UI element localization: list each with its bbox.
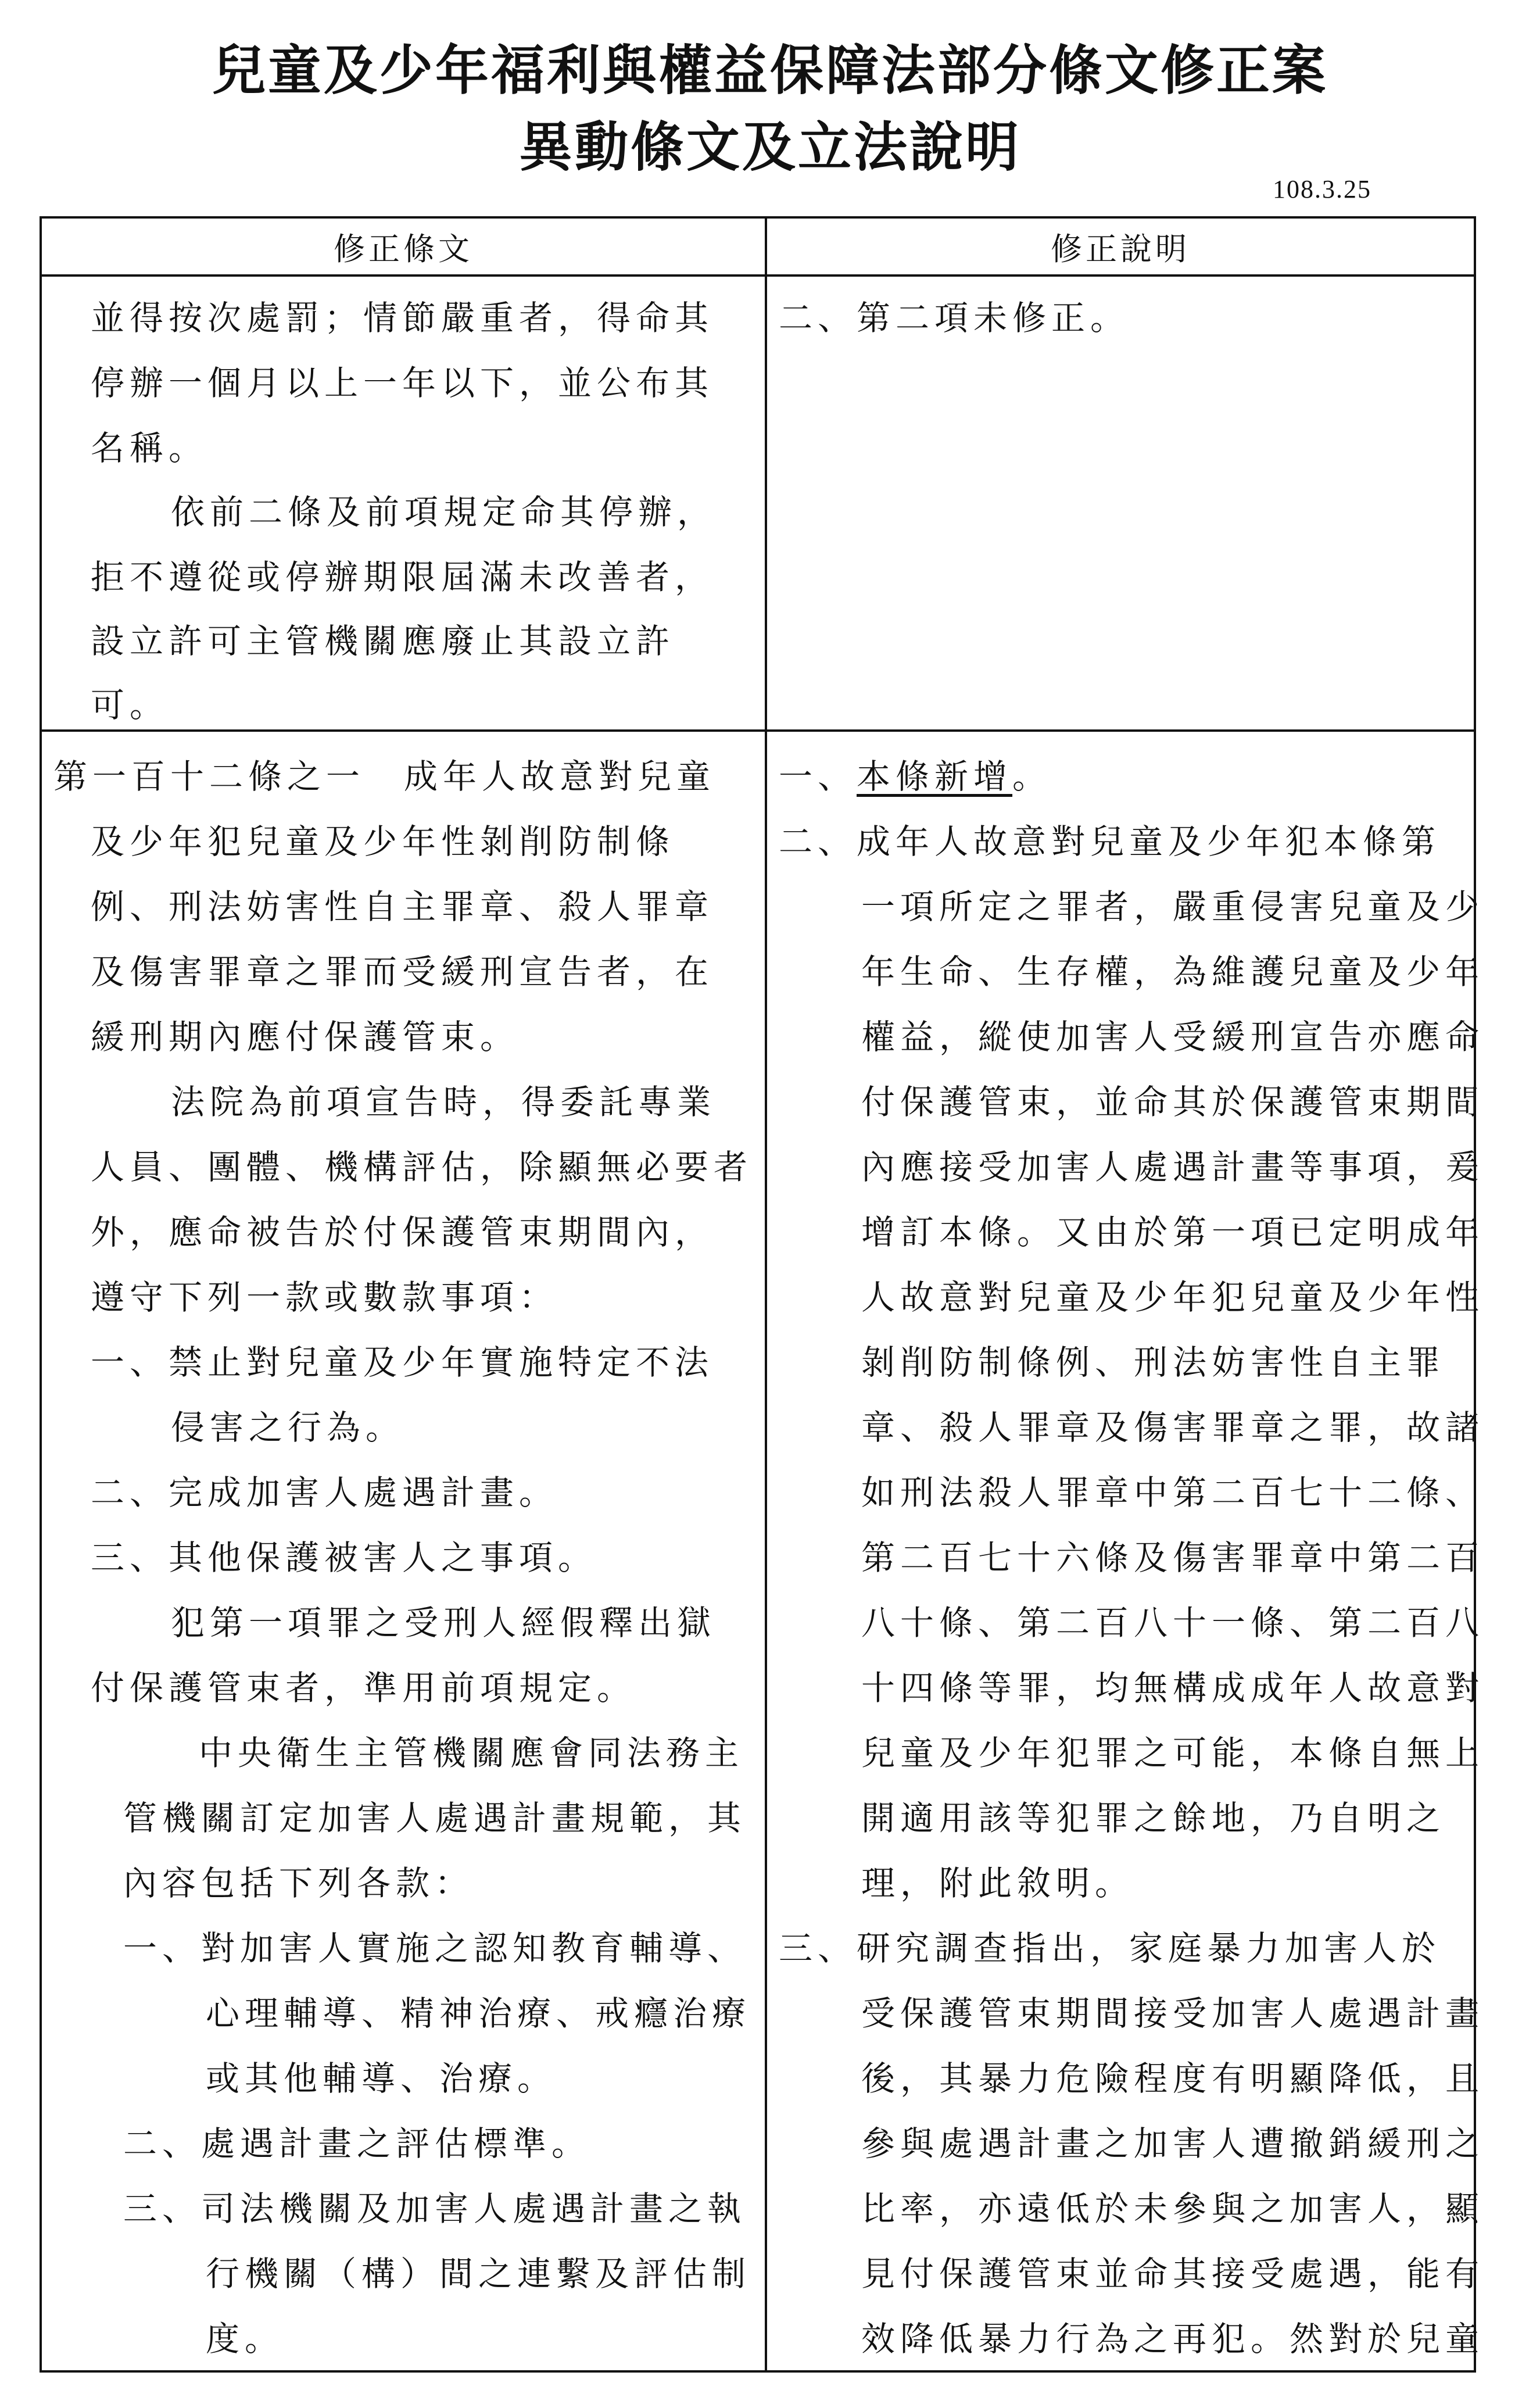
text-line: 八十條、第二百八十一條、第二百八 — [861, 1603, 1485, 1643]
text-line: 二、成年人故意對兒童及少年犯本條第 — [779, 822, 1441, 861]
text-line: 及傷害罪章之罪而受緩刑宣告者，在 — [91, 952, 714, 992]
table-row — [41, 731, 1475, 2371]
col-header-amended-text: 修正條文 — [41, 217, 766, 276]
text-line: 緩刑期內應付保護管束。 — [91, 1017, 520, 1057]
text-line: 拒不遵從或停辦期限屆滿未改善者， — [91, 557, 714, 597]
text-line: 犯第一項罪之受刑人經假釋出獄 — [171, 1603, 717, 1643]
text-line: 例、刑法妨害性自主罪章、殺人罪章 — [91, 887, 714, 926]
text-line: 剝削防制條例、刑法妨害性自主罪 — [861, 1343, 1446, 1382]
text-line: 增訂本條。又由於第一項已定明成年 — [861, 1212, 1485, 1252]
text-line: 年生命、生存權，為維護兒童及少年 — [861, 952, 1485, 992]
text-line: 第二百七十六條及傷害罪章中第二百 — [861, 1538, 1485, 1577]
item-suffix: 。 — [1012, 757, 1052, 796]
underlined-new-article: 本條新增 — [857, 757, 1013, 796]
text-line: 三、司法機關及加害人處遇計畫之執 — [123, 2189, 747, 2228]
text-line: 依前二條及前項規定命其停辦， — [171, 492, 717, 532]
text-line: 侵害之行為。 — [171, 1408, 405, 1447]
row1-amended-text — [41, 276, 766, 731]
text-line: 開適用該等犯罪之餘地，乃自明之 — [861, 1798, 1446, 1838]
row2-explanation — [766, 731, 1485, 2371]
item-prefix: 一、 — [779, 757, 857, 796]
text-line: 行機關（構）間之連繫及評估制 — [206, 2254, 751, 2294]
text-line: 參與處遇計畫之加害人遭撤銷緩刑之 — [861, 2124, 1485, 2163]
text-line: 中央衛生主管機關應會同法務主 — [199, 1733, 744, 1773]
text-line: 法院為前項宣告時，得委託專業 — [171, 1082, 717, 1122]
text-line: 一項所定之罪者，嚴重侵害兒童及少 — [861, 887, 1485, 926]
text-line: 二、處遇計畫之評估標準。 — [123, 2124, 591, 2163]
text-line: 設立許可主管機關應廢止其設立許 — [91, 621, 675, 661]
text-line: 管機關訂定加害人處遇計畫規範，其 — [123, 1798, 747, 1838]
text-line: 一、對加害人實施之認知教育輔導、 — [123, 1929, 747, 1968]
text-line: 及少年犯兒童及少年性剝削防制條 — [91, 822, 675, 861]
text-line: 第一百十二條之一 成年人故意對兒童 — [53, 757, 716, 796]
text-line: 內應接受加害人處遇計畫等事項，爰 — [861, 1147, 1485, 1187]
text-line: 付保護管束，並命其於保護管束期間 — [861, 1082, 1485, 1122]
text-line: 權益，縱使加害人受緩刑宣告亦應命 — [861, 1017, 1485, 1057]
text-line: 一、禁止對兒童及少年實施特定不法 — [91, 1343, 714, 1382]
text-line: 理，附此敘明。 — [861, 1863, 1134, 1903]
text-line: 內容包括下列各款： — [123, 1863, 474, 1903]
text-line: 二、完成加害人處遇計畫。 — [91, 1473, 558, 1512]
amendment-table — [40, 216, 1485, 2373]
text-line: 並得按次處罰；情節嚴重者，得命其 — [91, 298, 714, 338]
text-line: 三、研究調查指出，家庭暴力加害人於 — [779, 1929, 1441, 1968]
text-line — [779, 749, 1052, 796]
text-line: 人故意對兒童及少年犯兒童及少年性 — [861, 1278, 1485, 1317]
text-line: 比率，亦遠低於未參與之加害人，顯 — [861, 2189, 1485, 2228]
text-line: 或其他輔導、治療。 — [206, 2059, 557, 2098]
document-subtitle: 異動條文及立法說明 — [518, 116, 1021, 178]
row2-amended-text — [41, 731, 766, 2371]
text-line: 度。 — [206, 2319, 284, 2359]
text-line: 見付保護管束並命其接受處遇，能有 — [861, 2254, 1485, 2294]
row1-explanation — [766, 276, 1475, 731]
text-line: 外，應命被告於付保護管束期間內， — [91, 1212, 714, 1252]
text-line: 受保護管束期間接受加害人處遇計畫 — [861, 1994, 1485, 2033]
text-line: 如刑法殺人罪章中第二百七十二條、 — [861, 1473, 1485, 1512]
table-row — [41, 276, 1475, 731]
col-header-explanation: 修正說明 — [766, 217, 1475, 276]
table-header-row — [41, 217, 1475, 276]
text-line: 付保護管束者，準用前項規定。 — [91, 1668, 636, 1708]
text-line: 名稱。 — [91, 428, 208, 468]
text-line: 十四條等罪，均無構成成年人故意對 — [861, 1668, 1485, 1708]
text-line: 兒童及少年犯罪之可能，本條自無上 — [861, 1733, 1485, 1773]
text-line: 停辦一個月以上一年以下，並公布其 — [91, 363, 714, 403]
text-line: 後，其暴力危險程度有明顯降低，且 — [861, 2059, 1485, 2098]
document-date: 108.3.25 — [1273, 175, 1371, 203]
text-line: 二、第二項未修正。 — [779, 298, 1130, 338]
text-line: 遵守下列一款或數款事項： — [91, 1278, 558, 1317]
text-line: 三、其他保護被害人之事項。 — [91, 1538, 597, 1577]
text-line: 章、殺人罪章及傷害罪章之罪，故諸 — [861, 1408, 1485, 1447]
document-title: 兒童及少年福利與權益保障法部分條文修正案 — [212, 40, 1328, 102]
text-line: 心理輔導、精神治療、戒癮治療 — [206, 1994, 751, 2033]
text-line: 人員、團體、機構評估，除顯無必要者 — [91, 1147, 753, 1187]
text-line: 可。 — [91, 685, 169, 725]
text-line: 效降低暴力行為之再犯。然對於兒童 — [861, 2319, 1485, 2359]
